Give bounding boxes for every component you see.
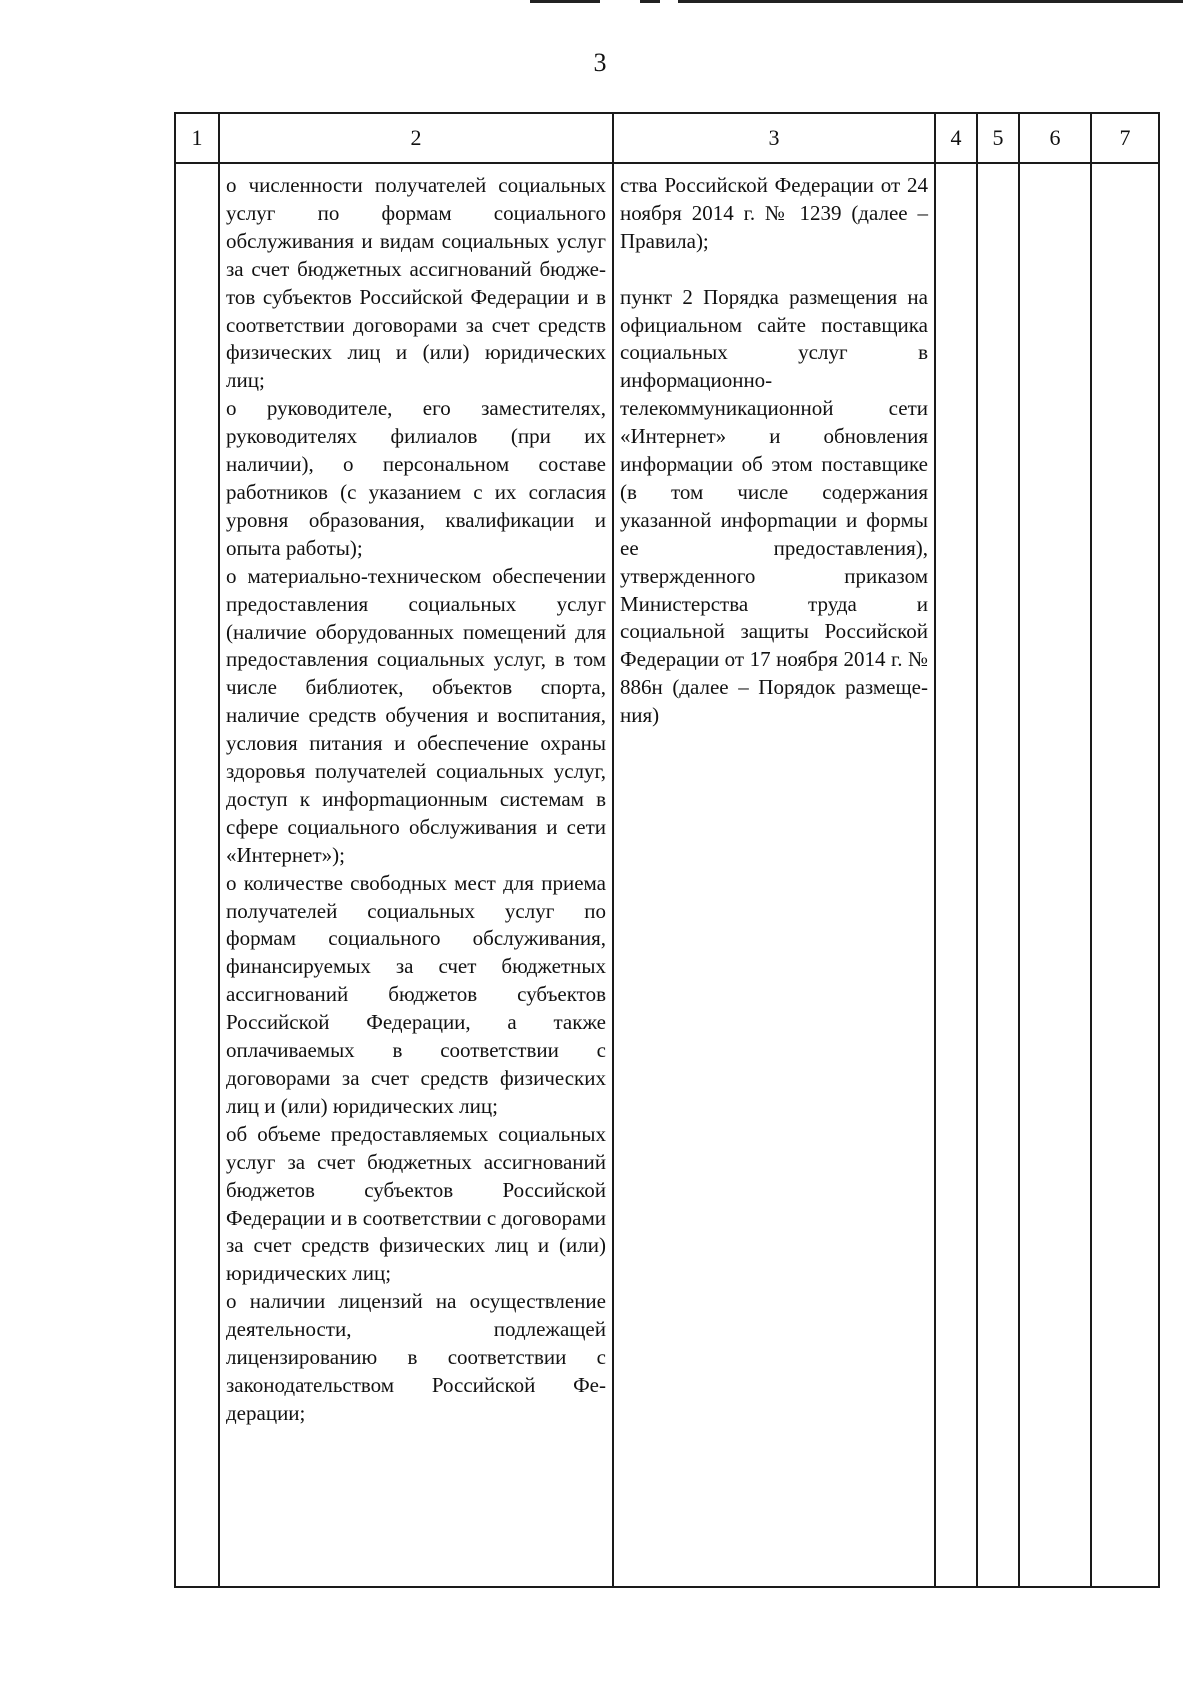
column-header-3: 3 (613, 113, 935, 163)
cell-column-7 (1091, 163, 1159, 1587)
disclosure-items-text (220, 164, 612, 1428)
column-header-6: 6 (1019, 113, 1091, 163)
paragraph-licenses: о наличии лицензий на осуществление деятельности, подлежащей лицензированию в соответствии с законодательством Российской Федерации; (226, 1289, 606, 1425)
column-header-7: 7 (1091, 113, 1159, 163)
paragraph-gap (620, 256, 928, 284)
cell-column-2 (219, 163, 613, 1587)
paragraph-order-reference: пункт 2 Порядка размещения на официальном сайте поставщика социальных услуг в информационно-телекоммуникационной сети «Интернет» и обновления информации об этом поставщике (в том числе содержания указанной инфорmации и формы ее предоставления), утвержденного приказом Министерства труда и социальной защиты Российской Федерации от 17 ноября 2014 г. № 886н (далее – Порядок размещения) (620, 284, 928, 728)
paragraph-rules-reference: ства Российской Федерации от 24 ноября 2014 г. № 1239 (далее – Правила); (620, 173, 928, 253)
page-number: 3 (593, 48, 607, 77)
top-scan-rule (530, 0, 600, 3)
column-header-5: 5 (977, 113, 1019, 163)
document-table (174, 112, 1160, 1588)
column-header-2: 2 (219, 113, 613, 163)
legal-basis-text (614, 164, 934, 730)
column-header-4: 4 (935, 113, 977, 163)
paragraph-services-volume: об объеме предоставляемых социальных услуг за счет бюджетных ассигнований бюджетов субъектов Российской Федерации и в соответствии с договорами за счет средств физических лиц и (или) юридических лиц; (226, 1121, 606, 1286)
paragraph-free-places: о количестве свободных мест для приема получателей социальных услуг по формам социального обслуживания, финансируемых за счет бюджетных ассигнований бюджетов субъектов Российской Федерации, а также оплачиваемых в соответствии с договорами за счет средств физических лиц и (или) юридических лиц; (226, 870, 606, 1118)
top-scan-rule (640, 0, 660, 3)
paragraph-management: о руководителе, его заместителях, руководителях филиалов (при их наличии), о персональном составе работников (с указанием с их согласия уровня образования, квалификации и опыта работы); (226, 396, 606, 560)
cell-column-4 (935, 163, 977, 1587)
paragraph-material-support: о материально-техническом обеспечении предоставления социальных услуг (наличие оборудованных помещений для предоставления социальных услуг, в том числе библиотек, объектов спорта, наличие средств обучения и воспитания, условия питания и обеспечение охраны здоровья получателей социальных услуг, доступ к инфорmационным системам в сфере социального обслуживания и сети «Интернет»); (226, 563, 606, 867)
cell-column-3 (613, 163, 935, 1587)
table-row (175, 163, 1159, 1587)
top-scan-rule (678, 0, 1183, 3)
paragraph-recipients-count: о численности получателей социальных услуг по формам социального обслуживания и видам социальных услуг за счет бюджетных ассигнований бюджетов субъектов Российской Федерации и в соответствии договорами за счет средств физических лиц и (или) юридических лиц; (226, 173, 606, 393)
cell-column-6 (1019, 163, 1091, 1587)
cell-column-5 (977, 163, 1019, 1587)
cell-column-1 (175, 163, 219, 1587)
table-header-row (175, 113, 1159, 163)
column-header-1: 1 (175, 113, 219, 163)
